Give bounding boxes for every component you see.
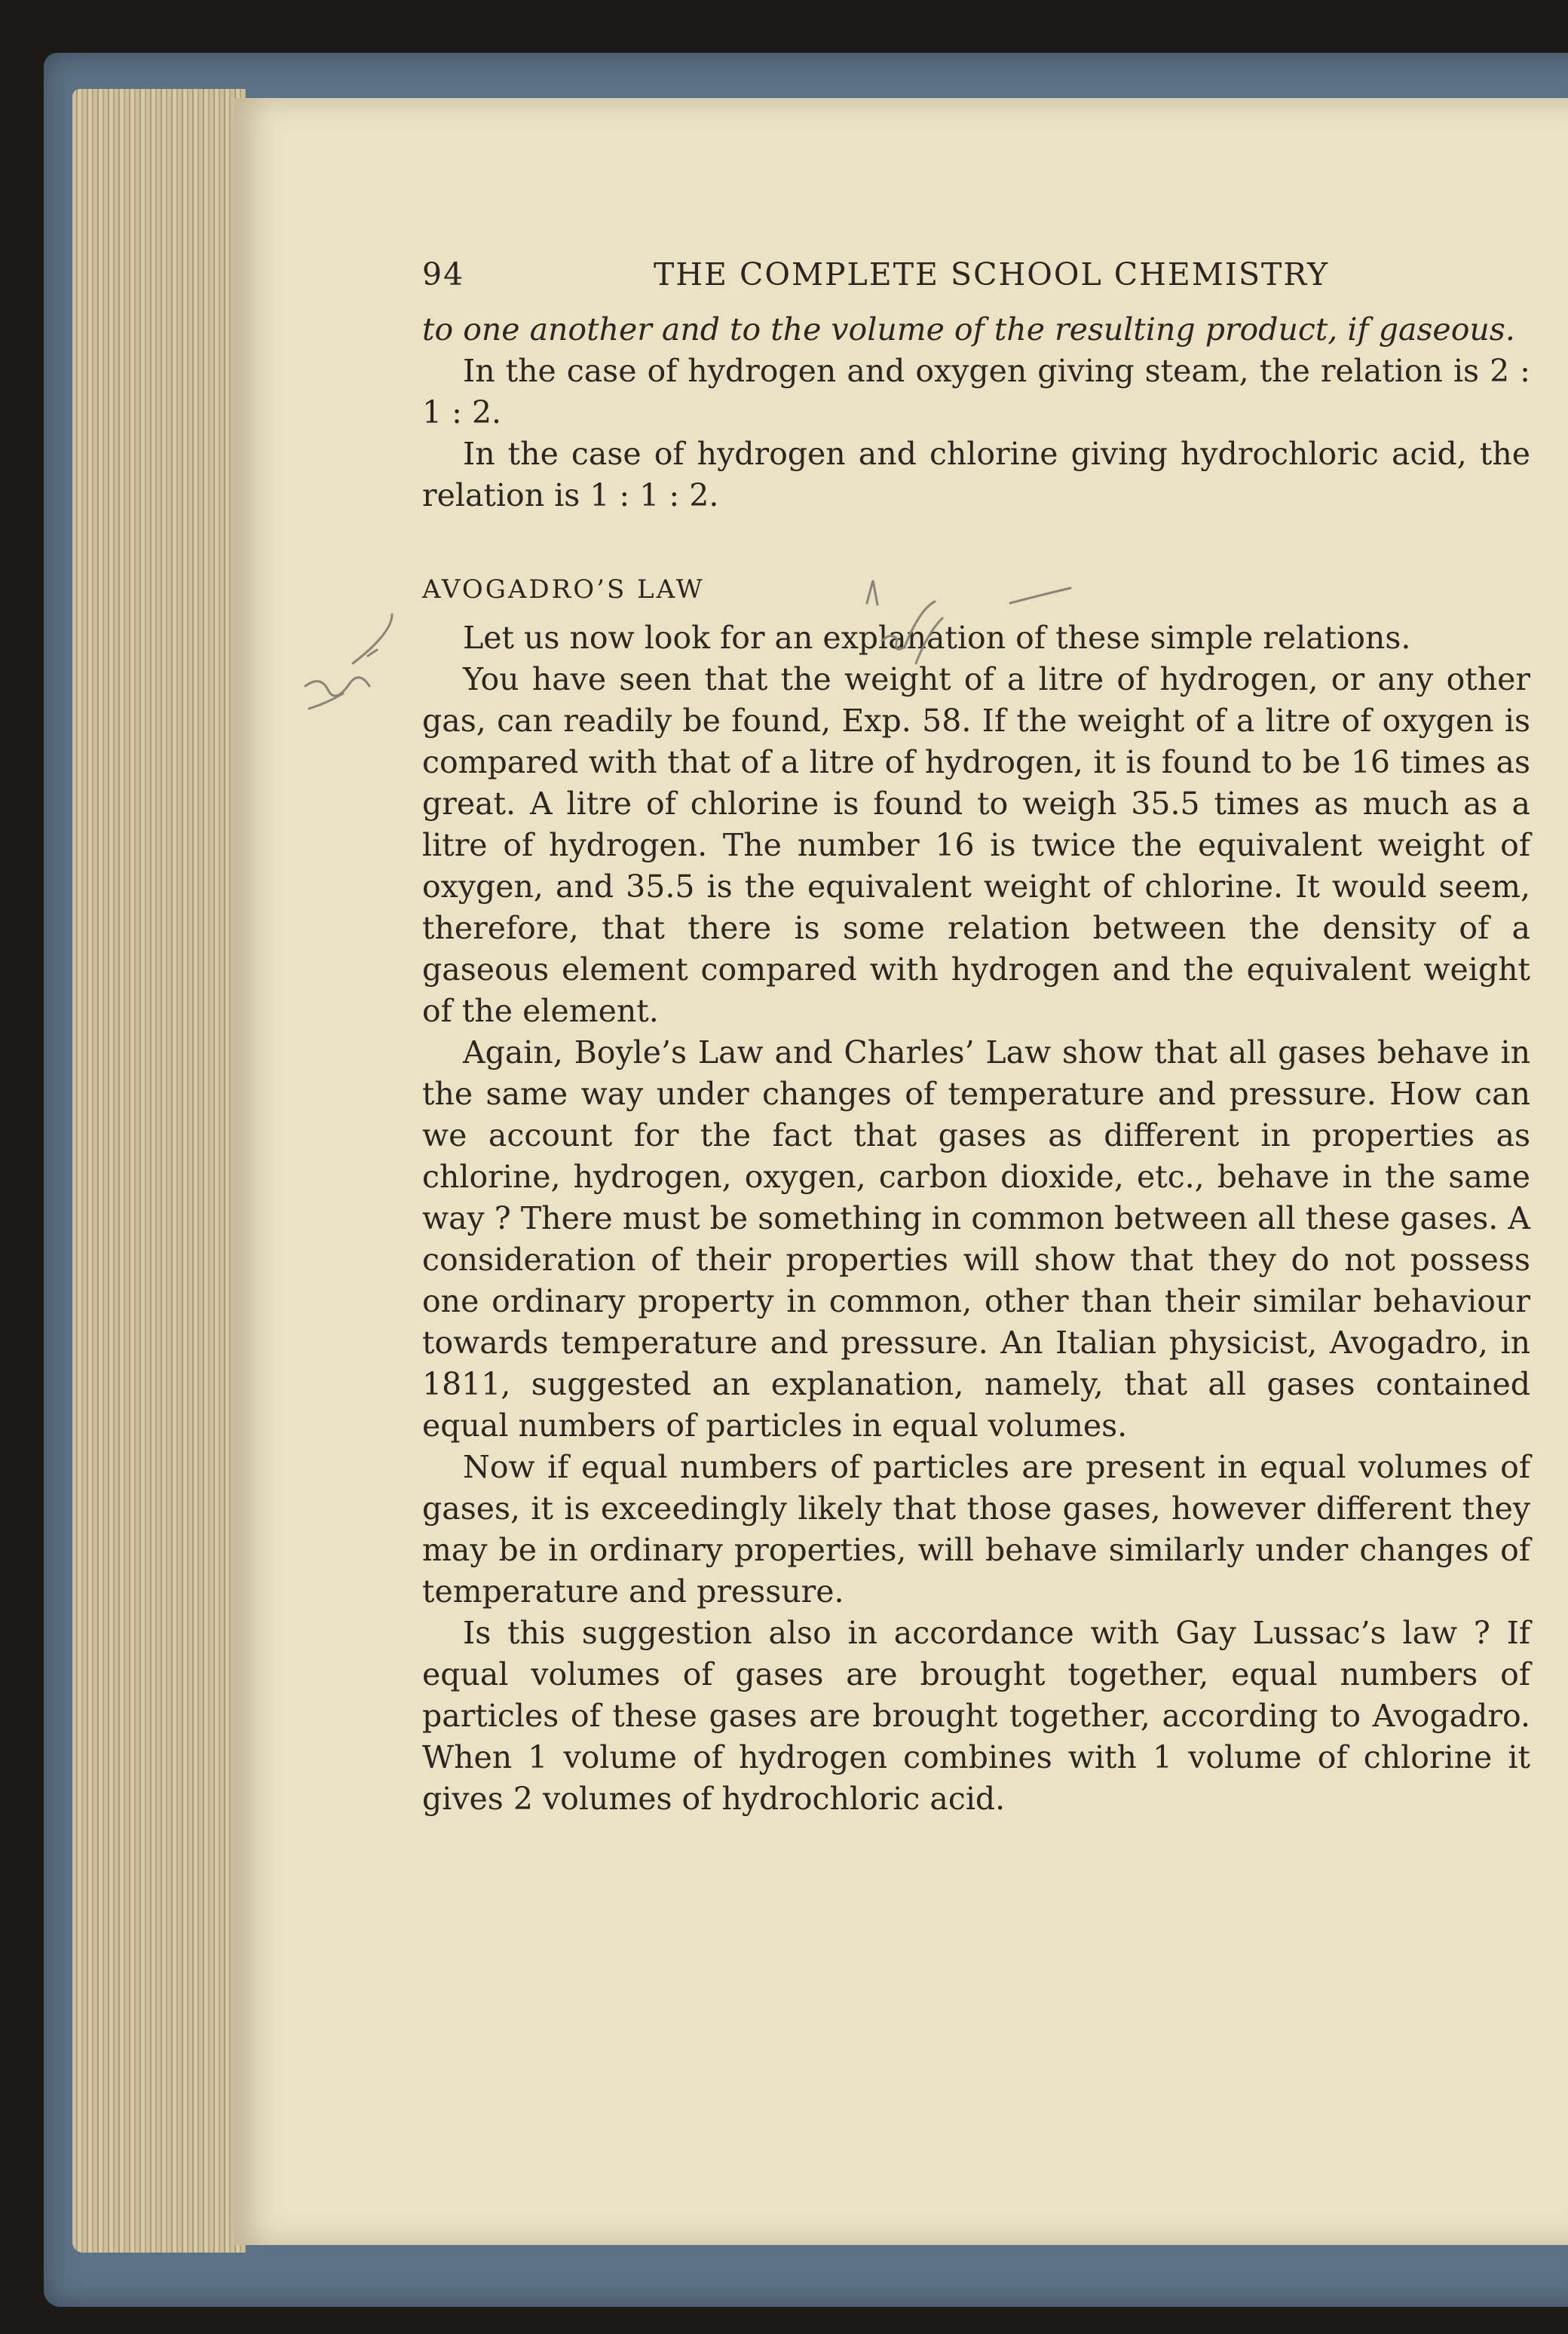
paragraph-continuation: to one another and to the volume of the resulting product, if gaseous. — [422, 311, 1515, 348]
paragraph-gas-laws: Again, Boyle’s Law and Charles’ Law show that all gases behave in the same way under changes of temperature and pressure. How can we account for the fact that gases as different in properties as chlorine, hydrogen, oxygen, carbon dioxide, etc., behave in the same way ? There must be something in common between all these gases. A consideration of their properties will show that they do not possess one ordinary property in common, other than their similar behaviour towards temperature and pressure. An Italian physicist, Avogadro, in 1811, suggested an explanation, namely, that all gases contained equal numbers of particles in equal volumes. — [422, 1034, 1530, 1444]
paragraph-steam-relation: In the case of hydrogen and oxygen giving steam, the relation is 2 : 1 : 2. — [422, 353, 1530, 430]
paragraph-intro: Let us now look for an explanation of these simple relations. — [463, 620, 1411, 656]
section-heading: AVOGADRO’S LAW — [422, 574, 705, 605]
paragraph-densities: You have seen that the weight of a litre of hydrogen, or any other gas, can readily be found, Exp. 58. If the weight of a litre of oxygen is compared with that of a litre of hydrogen, it is found to be 16 times as great. A litre of chlorine is found to weigh 35.5 times as much as a litre of hydrogen. The number 16 is twice the equivalent weight of oxygen, and 35.5 is the equivalent weight of chlorine. It would seem, therefore, that there is some relation between the density of a gaseous element compared with hydrogen and the equivalent weight of the element. — [422, 661, 1530, 1029]
section-gap — [422, 516, 1530, 571]
page-edges — [72, 89, 246, 2253]
page-number: 94 — [422, 256, 465, 293]
running-head — [422, 256, 1530, 309]
running-title: THE COMPLETE SCHOOL CHEMISTRY — [653, 256, 1330, 293]
page-content — [422, 256, 1530, 1820]
book-page — [234, 98, 1568, 2245]
paragraph-gay-lussac: Is this suggestion also in accordance with Gay Lussac’s law ? If equal volumes of gases are brought together, equal numbers of particles of these gases are brought together, according to Avogadro. When 1 volume of hydrogen combines with 1 volume of chlorine it gives 2 volumes of hydrochloric acid. — [422, 1615, 1530, 1817]
paragraph-equal-particles: Now if equal numbers of particles are present in equal volumes of gases, it is exceedingly likely that those gases, however different they may be in ordinary properties, will behave similarly under changes of temperature and pressure. — [422, 1449, 1530, 1610]
paragraph-hydrochloric-relation: In the case of hydrogen and chlorine giving hydrochloric acid, the relation is 1 : 1 : 2. — [422, 436, 1530, 513]
